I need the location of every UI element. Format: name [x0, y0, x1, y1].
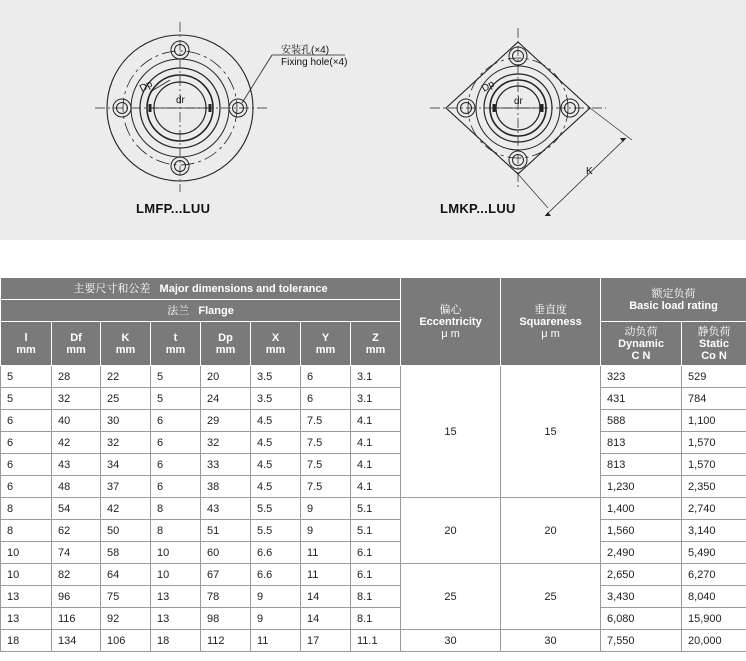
table-row: [1, 542, 746, 564]
cell-x: 4.5: [251, 454, 301, 476]
col-header-dp: Dp mm: [201, 322, 251, 366]
cell-z: 6.1: [351, 542, 401, 564]
cell-dp: 43: [201, 498, 251, 520]
cell-k: 25: [101, 388, 151, 410]
load-rating-header: 额定负荷 Basic load rating: [601, 278, 746, 322]
dp-label-left: Dp: [138, 78, 155, 95]
cell-l: 6: [1, 454, 52, 476]
table-row: [1, 630, 746, 652]
cell-dynamic-load: 1,400: [601, 498, 682, 520]
cell-df: 43: [52, 454, 101, 476]
cell-l: 6: [1, 410, 52, 432]
cell-df: 28: [52, 366, 101, 388]
table-row: [1, 388, 746, 410]
flange-drawings-svg: [0, 0, 746, 240]
cell-static-load: 20,000: [682, 630, 746, 652]
cell-dp: 20: [201, 366, 251, 388]
flange-header: 法兰 Flange: [1, 300, 401, 322]
cell-t: 13: [151, 586, 201, 608]
cell-x: 3.5: [251, 366, 301, 388]
cell-squareness: 30: [501, 630, 601, 652]
cell-dynamic-load: 588: [601, 410, 682, 432]
cell-dp: 33: [201, 454, 251, 476]
k-label: K: [586, 166, 593, 177]
cell-eccentricity: 20: [401, 498, 501, 564]
dp-label-right: Dp: [480, 78, 497, 95]
cell-static-load: 2,350: [682, 476, 746, 498]
cell-z: 3.1: [351, 366, 401, 388]
cell-df: 74: [52, 542, 101, 564]
cell-df: 96: [52, 586, 101, 608]
eccentricity-header: 偏心 Eccentricity μ m: [401, 278, 501, 366]
cell-y: 11: [301, 564, 351, 586]
table-row: [1, 432, 746, 454]
cell-static-load: 5,490: [682, 542, 746, 564]
cell-y: 9: [301, 498, 351, 520]
table-row: [1, 476, 746, 498]
cell-k: 50: [101, 520, 151, 542]
cell-dynamic-load: 1,560: [601, 520, 682, 542]
cell-l: 5: [1, 388, 52, 410]
lmfp-caption: LMFP...LUU: [136, 201, 211, 216]
cell-z: 11.1: [351, 630, 401, 652]
cell-l: 13: [1, 586, 52, 608]
cell-l: 5: [1, 366, 52, 388]
technical-drawing-panel: [0, 0, 746, 240]
cell-l: 8: [1, 498, 52, 520]
cell-y: 9: [301, 520, 351, 542]
table-row: [1, 498, 746, 520]
cell-static-load: 1,570: [682, 432, 746, 454]
cell-k: 75: [101, 586, 151, 608]
table-row: [1, 410, 746, 432]
lmkp-caption: LMKP...LUU: [440, 201, 516, 216]
cell-static-load: 784: [682, 388, 746, 410]
cell-dynamic-load: 2,490: [601, 542, 682, 564]
cell-dynamic-load: 6,080: [601, 608, 682, 630]
cell-dp: 51: [201, 520, 251, 542]
cell-eccentricity: 30: [401, 630, 501, 652]
cell-squareness: 25: [501, 564, 601, 630]
cell-k: 30: [101, 410, 151, 432]
cell-y: 7.5: [301, 410, 351, 432]
cell-k: 92: [101, 608, 151, 630]
cell-eccentricity: 15: [401, 366, 501, 498]
cell-dp: 32: [201, 432, 251, 454]
cell-k: 22: [101, 366, 151, 388]
cell-y: 17: [301, 630, 351, 652]
cell-l: 18: [1, 630, 52, 652]
cell-z: 4.1: [351, 454, 401, 476]
cell-y: 7.5: [301, 432, 351, 454]
square-flange-drawing: [430, 28, 632, 216]
cell-dp: 24: [201, 388, 251, 410]
cell-dp: 98: [201, 608, 251, 630]
cell-x: 5.5: [251, 520, 301, 542]
cell-df: 40: [52, 410, 101, 432]
cell-static-load: 529: [682, 366, 746, 388]
cell-x: 6.6: [251, 564, 301, 586]
cell-dynamic-load: 1,230: [601, 476, 682, 498]
col-header-static: 静负荷 Static Co N: [682, 322, 746, 366]
cell-t: 6: [151, 410, 201, 432]
cell-z: 4.1: [351, 432, 401, 454]
cell-dynamic-load: 813: [601, 432, 682, 454]
cell-k: 32: [101, 432, 151, 454]
cell-dynamic-load: 2,650: [601, 564, 682, 586]
cell-k: 37: [101, 476, 151, 498]
cell-df: 116: [52, 608, 101, 630]
cell-static-load: 1,570: [682, 454, 746, 476]
col-header-dynamic: 动负荷 Dynamic C N: [601, 322, 682, 366]
col-header-k: K mm: [101, 322, 151, 366]
cell-x: 4.5: [251, 410, 301, 432]
cell-static-load: 8,040: [682, 586, 746, 608]
cell-l: 6: [1, 476, 52, 498]
cell-dynamic-load: 7,550: [601, 630, 682, 652]
cell-squareness: 20: [501, 498, 601, 564]
cell-k: 34: [101, 454, 151, 476]
cell-static-load: 3,140: [682, 520, 746, 542]
cell-z: 5.1: [351, 520, 401, 542]
cell-z: 5.1: [351, 498, 401, 520]
cell-t: 5: [151, 388, 201, 410]
cell-z: 4.1: [351, 410, 401, 432]
col-header-x: X mm: [251, 322, 301, 366]
cell-l: 10: [1, 564, 52, 586]
cell-x: 9: [251, 586, 301, 608]
cell-x: 3.5: [251, 388, 301, 410]
cell-t: 6: [151, 454, 201, 476]
cell-squareness: 15: [501, 366, 601, 498]
table-row: [1, 564, 746, 586]
cell-y: 6: [301, 366, 351, 388]
cell-x: 9: [251, 608, 301, 630]
cell-l: 10: [1, 542, 52, 564]
cell-y: 14: [301, 608, 351, 630]
squareness-header: 垂直度 Squareness μ m: [501, 278, 601, 366]
cell-z: 3.1: [351, 388, 401, 410]
table-body: [1, 366, 746, 652]
cell-x: 5.5: [251, 498, 301, 520]
cell-z: 6.1: [351, 564, 401, 586]
cell-static-load: 6,270: [682, 564, 746, 586]
cell-y: 14: [301, 586, 351, 608]
cell-y: 11: [301, 542, 351, 564]
table-row: [1, 366, 746, 388]
cell-dynamic-load: 813: [601, 454, 682, 476]
table-row: [1, 454, 746, 476]
cell-t: 5: [151, 366, 201, 388]
cell-l: 6: [1, 432, 52, 454]
cell-k: 42: [101, 498, 151, 520]
fixing-hole-callout: [281, 45, 347, 69]
cell-dynamic-load: 431: [601, 388, 682, 410]
cell-t: 10: [151, 542, 201, 564]
cell-df: 82: [52, 564, 101, 586]
col-header-z: Z mm: [351, 322, 401, 366]
col-header-l: l mm: [1, 322, 52, 366]
cell-dynamic-load: 3,430: [601, 586, 682, 608]
cell-t: 13: [151, 608, 201, 630]
col-header-df: Df mm: [52, 322, 101, 366]
cell-z: 8.1: [351, 586, 401, 608]
cell-dp: 112: [201, 630, 251, 652]
col-header-t: t mm: [151, 322, 201, 366]
cell-df: 32: [52, 388, 101, 410]
cell-static-load: 1,100: [682, 410, 746, 432]
cell-x: 4.5: [251, 432, 301, 454]
cell-t: 6: [151, 432, 201, 454]
cell-x: 4.5: [251, 476, 301, 498]
cell-z: 4.1: [351, 476, 401, 498]
cell-y: 6: [301, 388, 351, 410]
cell-static-load: 15,900: [682, 608, 746, 630]
cell-t: 18: [151, 630, 201, 652]
cell-t: 8: [151, 520, 201, 542]
cell-y: 7.5: [301, 454, 351, 476]
cell-k: 64: [101, 564, 151, 586]
cell-y: 7.5: [301, 476, 351, 498]
dimensions-table: [0, 277, 746, 652]
cell-dp: 67: [201, 564, 251, 586]
cell-dynamic-load: 323: [601, 366, 682, 388]
table-row: [1, 608, 746, 630]
fixing-hole-callout-cn: 安装孔(×4): [281, 45, 330, 56]
table-row: [1, 586, 746, 608]
cell-df: 134: [52, 630, 101, 652]
cell-dp: 38: [201, 476, 251, 498]
cell-static-load: 2,740: [682, 498, 746, 520]
cell-x: 6.6: [251, 542, 301, 564]
cell-df: 48: [52, 476, 101, 498]
cell-eccentricity: 25: [401, 564, 501, 630]
cell-x: 11: [251, 630, 301, 652]
dr-label-left: dr: [176, 95, 185, 106]
col-header-y: Y mm: [301, 322, 351, 366]
table-row: [1, 520, 746, 542]
cell-df: 54: [52, 498, 101, 520]
cell-df: 42: [52, 432, 101, 454]
cell-dp: 78: [201, 586, 251, 608]
cell-df: 62: [52, 520, 101, 542]
major-dimensions-header: 主要尺寸和公差 Major dimensions and tolerance: [1, 278, 401, 300]
cell-k: 106: [101, 630, 151, 652]
cell-dp: 29: [201, 410, 251, 432]
dr-label-right: dr: [514, 96, 523, 107]
cell-dp: 60: [201, 542, 251, 564]
cell-l: 13: [1, 608, 52, 630]
cell-t: 10: [151, 564, 201, 586]
cell-t: 6: [151, 476, 201, 498]
fixing-hole-callout-en: Fixing hole(×4): [281, 57, 348, 68]
cell-z: 8.1: [351, 608, 401, 630]
cell-t: 8: [151, 498, 201, 520]
cell-k: 58: [101, 542, 151, 564]
cell-l: 8: [1, 520, 52, 542]
